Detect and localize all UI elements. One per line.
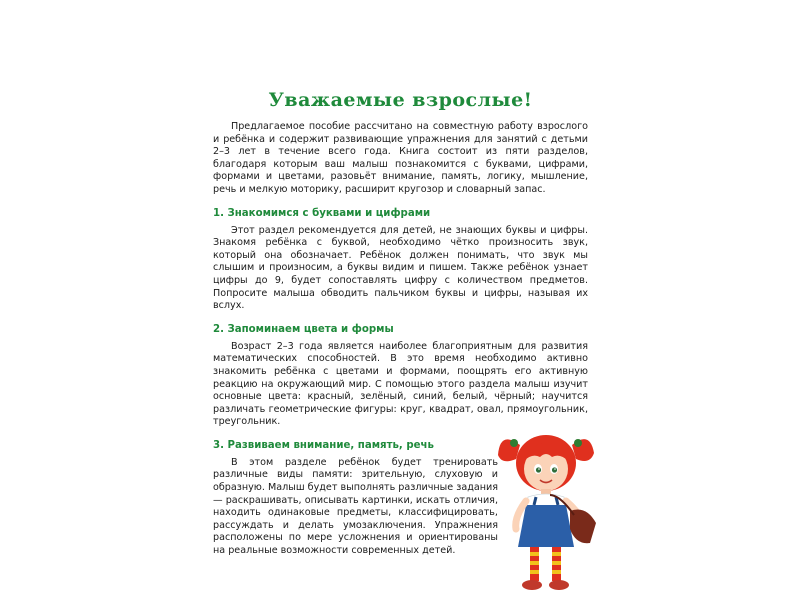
section-letters-numbers bbox=[213, 207, 588, 313]
girl-illustration bbox=[490, 425, 600, 595]
section-text: Этот раздел рекомендуется для детей, не знающих буквы и цифры. Знакомя ребёнка с буквой, необходимо чётко произносить звук, который она обозначает. Ребёнок должен понимать, что звук мы слышим и произносим, а буквы видим и пишем. Также ребёнок узнает цифры до 9, будет сопоставлять цифру с количеством предметов. Попросите малыша обводить пальчиком буквы и цифры, называя их вслух. bbox=[213, 224, 588, 312]
section-colors-shapes bbox=[213, 323, 588, 429]
section-heading: 2. Запоминаем цвета и формы bbox=[213, 323, 394, 335]
section-heading: 1. Знакомимся с буквами и цифрами bbox=[213, 207, 431, 219]
section-heading: 3. Развиваем внимание, память, речь bbox=[213, 439, 434, 451]
page-title: Уважаемые взрослые! bbox=[268, 89, 533, 111]
section-text: Возраст 2–3 года является наиболее благоприятным для развития математических способностей. В это время необходимо активно знакомить ребёнка с цветами и формами, поощрять его активную реакцию на окружающий мир. С помощью этого раздела малыш изучит основные цвета: красный, зелёный, синий, белый, чёрный; научится различать геометрические фигуры: круг, квадрат, овал, прямоугольник, треугольник. bbox=[213, 340, 588, 428]
intro-paragraph: Предлагаемое пособие рассчитано на совместную работу взрослого и ребёнка и содержит развивающие упражнения для занятий с детьми 2–3 лет в течение всего года. Книга состоит из пяти разделов, благодаря которым ваш малыш познакомится с буквами, цифрами, формами и цветами, разовьёт внимание, память, логику, мышление, речь и мелкую моторику, расширит кругозор и словарный запас. bbox=[213, 121, 588, 195]
section-text: В этом разделе ребёнок будет тренировать различные виды памяти: зрительную, слуховую и образную. Малыш будет выполнять различные задания — раскрашивать, описывать картинки, искать отличия, находить одинаковые предметы, классифицировать, рассуждать и делать умозаключения. Упражнения расположены по мере усложнения и ориентированы на реальные возможности современных детей. bbox=[213, 456, 498, 557]
